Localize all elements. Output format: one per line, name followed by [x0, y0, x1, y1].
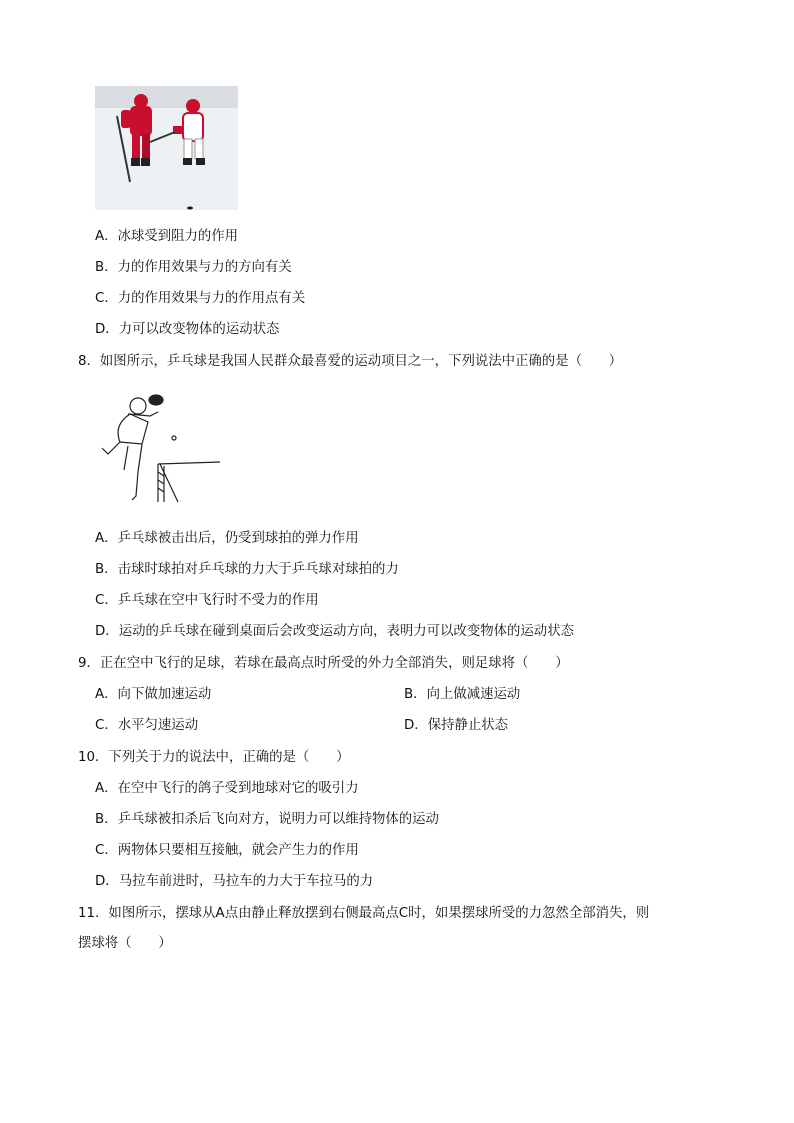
q8-option-b: B．击球时球拍对乒乓球的力大于乒乓球对球拍的力 [95, 562, 399, 577]
q10-option-d: D．马拉车前进时，马拉车的力大于车拉马的力 [95, 874, 374, 889]
q9-option-d: D．保持静止状态 [404, 718, 509, 733]
q8-option-c: C．乒乓球在空中飞行时不受力的作用 [95, 593, 319, 608]
q10-option-c: C．两物体只要相互接触，就会产生力的作用 [95, 843, 359, 858]
q9-stem: 9．正在空中飞行的足球，若球在最高点时所受的外力全部消失，则足球将（ ） [78, 656, 569, 671]
q8-stem: 8．如图所示，乒乓球是我国人民群众最喜爱的运动项目之一，下列说法中正确的是（ ） [78, 354, 623, 369]
q9-option-c: C．水平匀速运动 [95, 718, 199, 733]
q8-option-a: A．乒乓球被击出后，仍受到球拍的弹力作用 [95, 531, 359, 546]
q9-option-a: A．向下做加速运动 [95, 687, 212, 702]
q8-option-d: D．运动的乒乓球在碰到桌面后会改变运动方向，表明力可以改变物体的运动状态 [95, 624, 574, 639]
q7-option-b: B．力的作用效果与力的方向有关 [95, 260, 292, 275]
q11-stem-line1: 11．如图所示，摆球从A点由静止释放摆到右侧最高点C时，如果摆球所受的力忽然全部消失，则 [78, 906, 650, 921]
q10-option-a: A．在空中飞行的鸽子受到地球对它的吸引力 [95, 781, 359, 796]
table-tennis-sketch [98, 392, 222, 512]
q7-option-a: A．冰球受到阻力的作用 [95, 229, 239, 244]
q11-stem-line2: 摆球将（ ） [78, 936, 172, 951]
q10-option-b: B．乒乓球被扣杀后飞向对方，说明力可以维持物体的运动 [95, 812, 439, 827]
q7-option-d: D．力可以改变物体的运动状态 [95, 322, 280, 337]
q7-option-c: C．力的作用效果与力的作用点有关 [95, 291, 306, 306]
q10-stem: 10．下列关于力的说法中，正确的是（ ） [78, 750, 350, 765]
q9-option-b: B．向上做减速运动 [404, 687, 521, 702]
hockey-photo [95, 86, 238, 210]
